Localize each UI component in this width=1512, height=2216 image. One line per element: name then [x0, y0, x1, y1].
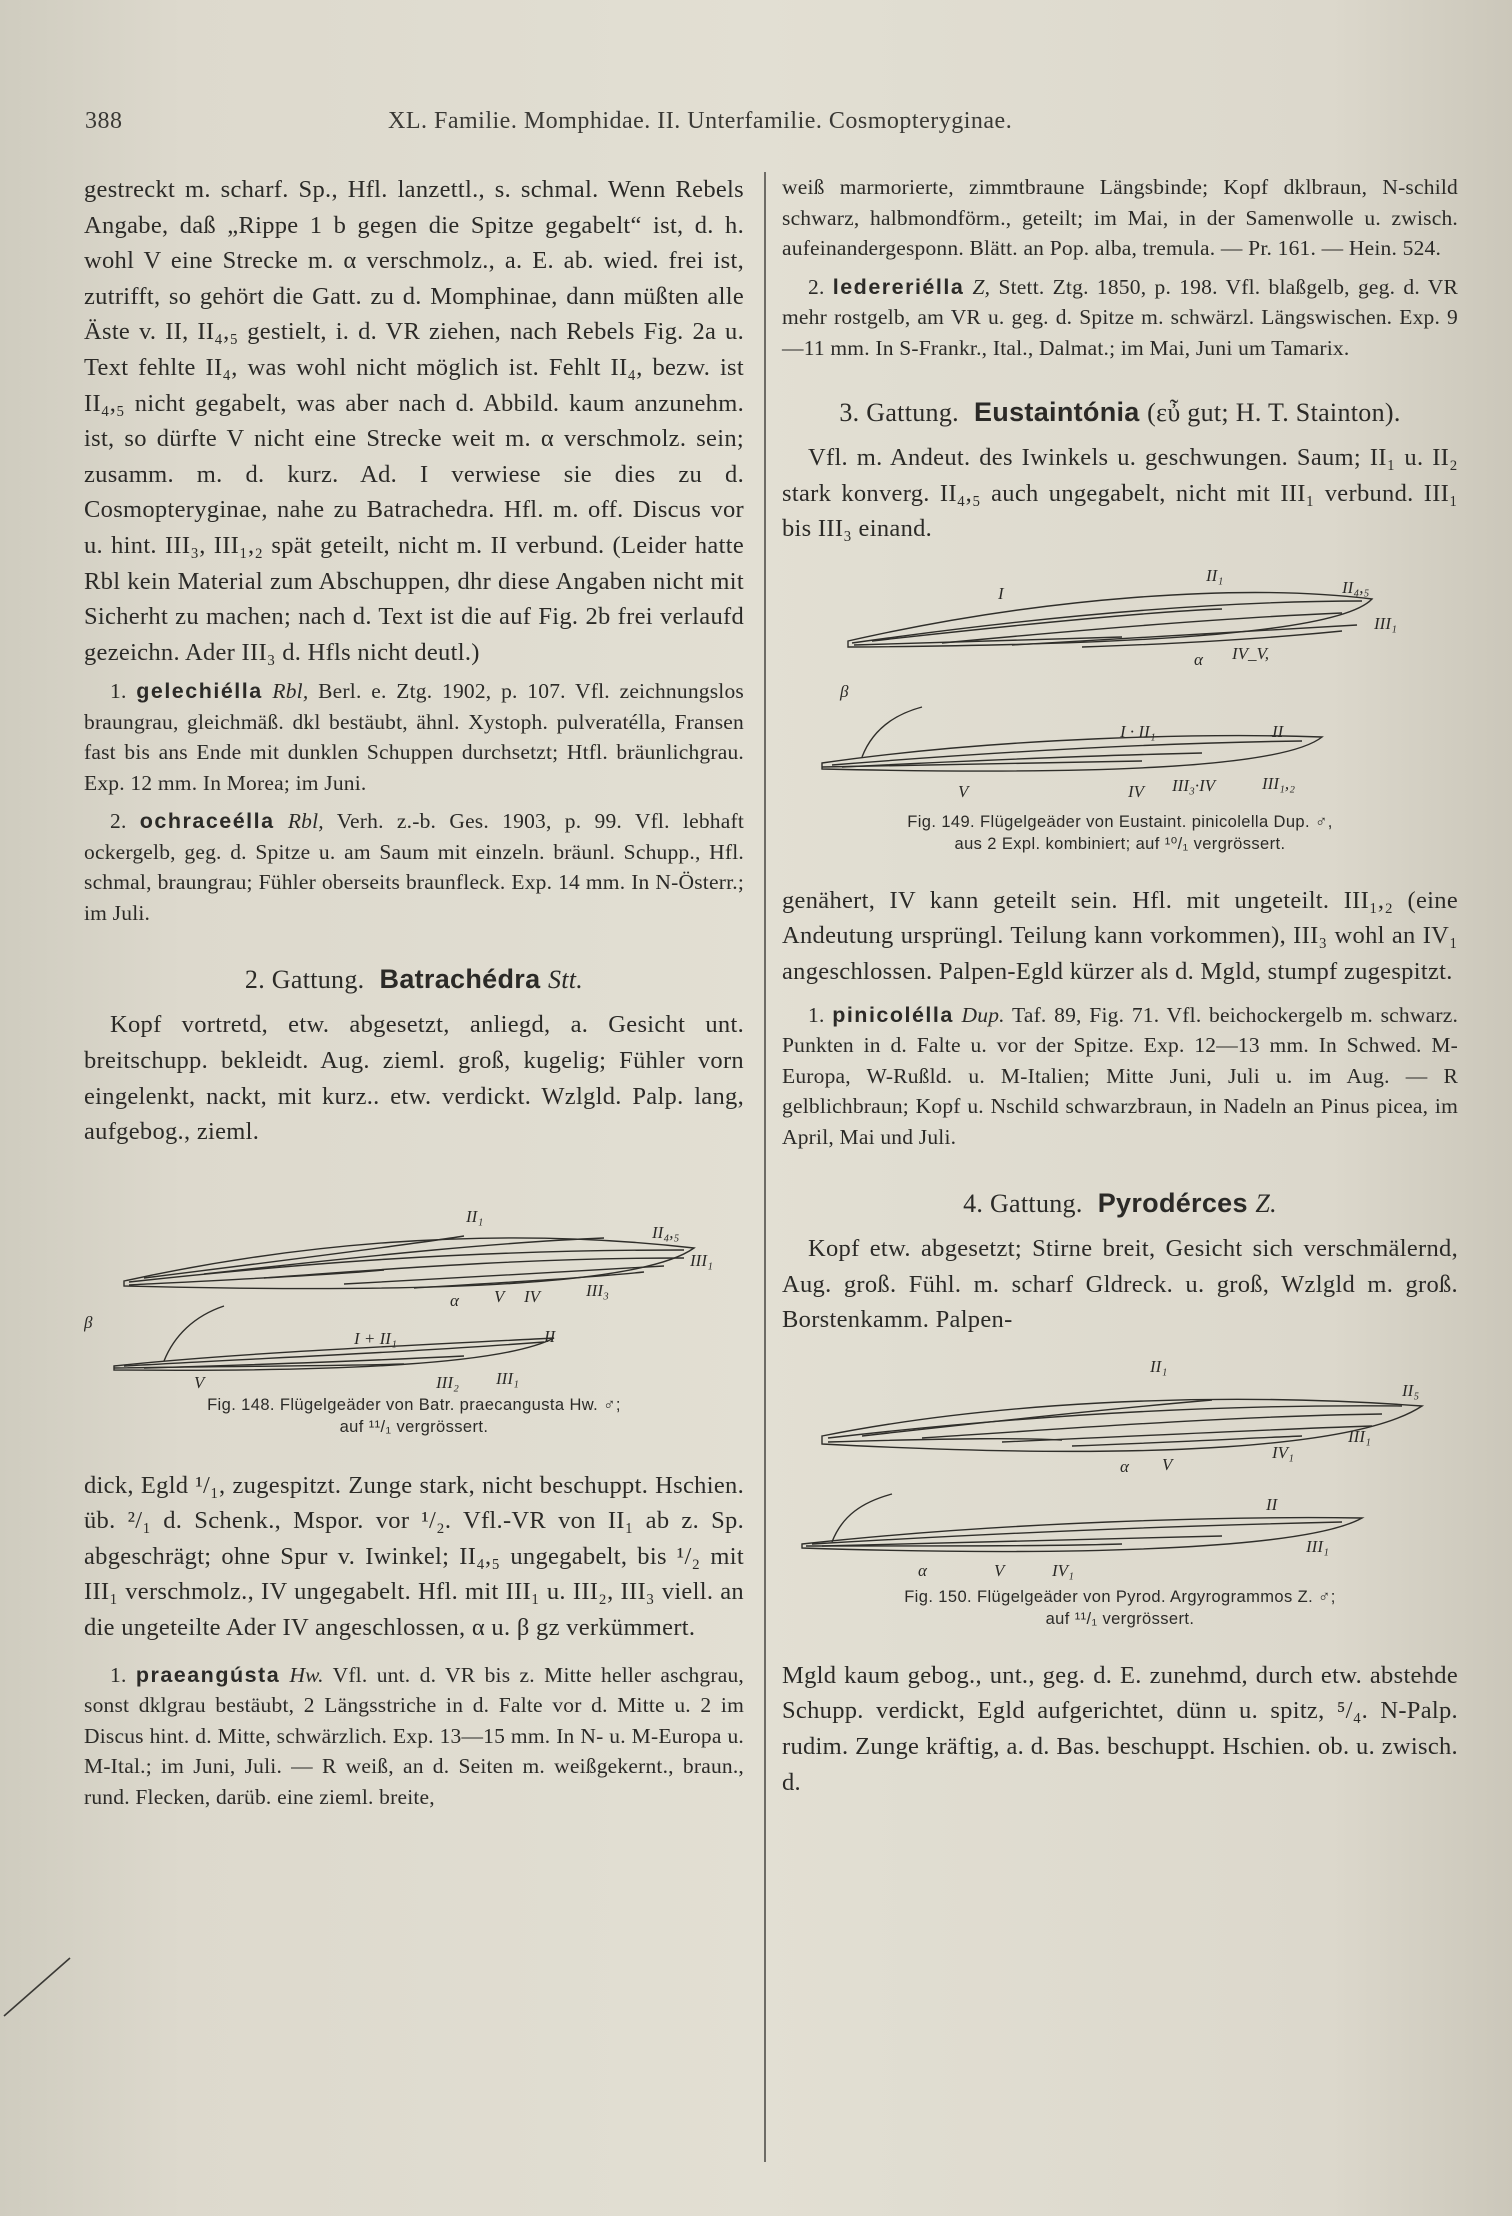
- intro-paragraph: gestreckt m. scharf. Sp., Hfl. lanzettl., s. schmal. Wenn Rebels Angabe, daß „Rippe 1 b gegen die Spitze gegabelt“ ist, d. h. wohl V eine Strecke m. α verschmolz., a. E. ab. wied. frei ist, zutrifft, so gehört die Gatt. zu d. Momphinae, dann müßten alle Äste v. II, II₄,₅ gestielt, i. d. VR ziehen, nach Rebels Fig. 2a u. Text fehlte II₄, was wohl nicht möglich ist. Fehlt II₄, bezw. ist II₄,₅ nicht gegabelt, was aber nach d. Abbild. kaum anzunehm. ist, so dürfte V nicht eine Strecke weit m. α verschmolz. sein; zusamm. m. d. kurz. Ad. I verwiese sie dies zu d. Cosmopteryginae, nahe zu Batrachedra. Hfl. m. off. Discus vor u. hint. III₃, III₁,₂ spät geteilt, nicht m. II verbund. (Leider hatte Rbl kein Material zum Abschuppen, dhr diese Angaben nicht mit Sicherht zu machen; nach d. Text ist die auf Fig. 2b frei verlaufd gezeichn. Ader III₃ d. Hfls nicht deutl.): [84, 176, 744, 666]
- species-author: Rbl,: [287, 809, 324, 834]
- vein-label: I · II₁: [1120, 721, 1156, 741]
- vein-label: II₁: [1150, 1356, 1168, 1376]
- species-name: gelechiélla: [136, 679, 263, 704]
- species-name: pinicolélla: [832, 1002, 954, 1027]
- vein-label: II₄,₅: [652, 1222, 680, 1242]
- genus-number: 4. Gattung.: [963, 1189, 1083, 1219]
- genus-name: Eustaintónia: [974, 397, 1140, 427]
- genus-name: Pyrodérces: [1097, 1188, 1248, 1219]
- continuation-paragraph: weiß marmorierte, zimmtbraune Längsbinde; Kopf dklbraun, N-schild schwarz, halbmondförm., geteilt; im Mai, in der Samenwolle u. zwisch. aufeinandergesponn. Blätt. an Pop. alba, tremula. — Pr. 161. — Hein. 524.: [782, 175, 1458, 260]
- species-name: ochraceélla: [139, 809, 275, 834]
- vein-label: III₁,₂: [1262, 773, 1296, 793]
- after-fig150-paragraph: Mgld kaum gebog., unt., geg. d. E. zunehmd, durch etw. abstehde Schupp. verdickt, Egld aufgerichtet, dünn u. spitz, ⁵/₄. N-Palp. rudim. Zunge kräftig, a. d. Bas. beschuppt. Hschien. ob. u. zwisch. d.: [782, 1661, 1458, 1796]
- after-fig149-paragraph: genähert, IV kann geteilt sein. Hfl. mit ungeteilt. III₁,₂ (eine Andeutung ursprüngl. Teilung kann vorkommen), III₃ wohl an IV₁ angeschlossen. Palpen-Egld kürzer als d. Mgld, stumpf zugespitzt.: [782, 886, 1458, 985]
- vein-label: β: [84, 1312, 93, 1332]
- vein-label: II: [1272, 721, 1284, 741]
- vein-label: II: [1266, 1494, 1278, 1514]
- vein-label: III₃: [586, 1280, 609, 1300]
- wing-venation-drawing-148: [84, 1166, 744, 1394]
- vein-label: V: [194, 1372, 205, 1392]
- vein-label: III₃·IV: [1172, 775, 1216, 795]
- vein-label: I + II₁: [354, 1328, 397, 1348]
- species-text: Vfl. unt. d. VR bis z. Mitte heller aschgrau, sonst dklgrau bestäubt, 2 Längsstriche in d. Falte vor d. Mitte u. 2 im Discus hint. d. Mitte, schwärzlich. Exp. 13—15 mm. In N- u. M-Europa u. M-Ital.; im Juni, Juli. — R weiß, an d. Seiten m. weißgekernt., braun., rund. Flecken, darüb. eine zieml. breite,: [84, 1662, 745, 1809]
- vein-label: IV: [524, 1286, 541, 1306]
- species-number: 1.: [110, 679, 127, 704]
- vein-label: III₁: [1306, 1536, 1329, 1556]
- figure-149: [782, 557, 1458, 855]
- vein-label: III₁: [1348, 1426, 1371, 1446]
- genus2-paragraph: Kopf vortretd, etw. abgesetzt, anliegd, a. Gesicht unt. breitschupp. bekleidt. Aug. zieml. groß, kugelig; Fühler vorn eingelenkt, nackt, mit kurz.. etw. verdickt. Wzlgld. Palp. lang, aufgebog., zieml.: [84, 1011, 744, 1146]
- vein-label: III₁: [496, 1368, 519, 1388]
- genus3-paragraph: Vfl. m. Andeut. des Iwinkels u. geschwungen. Saum; II₁ u. II₂ stark konverg. II₄,₅ auch ungegabelt, nicht mit III₁ verbund. III₁ bis III₃ einand.: [782, 444, 1458, 543]
- species-number: 1.: [110, 1662, 127, 1687]
- species-entry-praeangusta: [84, 1660, 744, 1813]
- page-number: 388: [85, 108, 123, 134]
- figure-149-caption-line2: aus 2 Expl. kombiniert; auf ¹⁰/₁ vergrössert.: [954, 834, 1286, 853]
- right-column: [782, 172, 1458, 1800]
- species-number: 2.: [808, 274, 825, 299]
- vein-label: III₂: [436, 1372, 459, 1392]
- column-divider: [764, 172, 766, 2162]
- page-header-title: XL. Familie. Momphidae. II. Unterfamilie. Cosmopteryginae.: [388, 108, 1013, 134]
- genus-heading-eustaintonia: [782, 397, 1458, 428]
- genus4-paragraph: Kopf etw. abgesetzt; Stirne breit, Gesicht sich verschmälernd, Aug. groß. Fühl. m. scharf Gldreck. u. groß, Wzlgld m. groß. Borstenkamm. Palpen-: [782, 1235, 1458, 1334]
- species-author: Dup.: [961, 1002, 1005, 1027]
- species-text: Stett. Ztg. 1850, p. 198. Vfl. blaßgelb, geg. d. VR mehr rostgelb, am VR u. geg. d. Spitze m. schwärzl. Längswischen. Exp. 9—11 mm. In S-Frankr., Ital., Dalmat.; im Mai, Juni um Tamarix.: [782, 274, 1458, 360]
- species-author: Hw.: [289, 1662, 324, 1687]
- species-text: Taf. 89, Fig. 71. Vfl. beichockergelb m. schwarz. Punkten in d. Falte u. vor der Spitze. Exp. 12—13 mm. In Schwed. M-Europa, W-Rußld. u. M-Italien; Mitte Juni, Juli u. im Aug. — R gelblichbraun; Kopf u. Nschild schwarzbraun, in Nadeln an Pinus picea, im April, Mai und Juli.: [782, 1002, 1459, 1149]
- species-entry-gelechiella: [84, 676, 744, 798]
- species-name: praeangústa: [135, 1662, 281, 1687]
- genus-etymology: (εὖ gut; H. T. Stainton).: [1147, 398, 1401, 427]
- species-entry-ledereriella: [782, 272, 1458, 364]
- species-number: 1.: [808, 1002, 825, 1027]
- species-entry-pinicolella: [782, 1000, 1458, 1153]
- genus-author: Z.: [1255, 1189, 1277, 1219]
- species-number: 2.: [110, 809, 127, 834]
- figure-148-caption-line1: Fig. 148. Flügelgeäder von Batr. praecangusta Hw. ♂;: [207, 1395, 621, 1414]
- genus-name: Batrachédra: [379, 964, 541, 995]
- vein-label: III₁: [690, 1250, 713, 1270]
- vein-label: α: [450, 1290, 459, 1310]
- vein-label: II: [544, 1326, 556, 1346]
- vein-label: III₁: [1374, 613, 1397, 633]
- running-head: [85, 108, 1465, 148]
- figure-150: [782, 1346, 1458, 1630]
- vein-label: II₁: [1206, 565, 1224, 585]
- vein-label: α: [918, 1560, 927, 1580]
- left-column: [84, 172, 744, 1812]
- vein-label: II₁: [466, 1206, 484, 1226]
- species-author: Z,: [972, 274, 991, 299]
- vein-label: IV₁: [1272, 1442, 1294, 1462]
- vein-label: II₅: [1402, 1380, 1420, 1400]
- wing-venation-drawing-149: [782, 557, 1458, 811]
- figure-150-caption-line1: Fig. 150. Flügelgeäder von Pyrod. Argyrogrammos Z. ♂;: [904, 1587, 1336, 1606]
- wing-venation-drawing-150: [782, 1346, 1458, 1586]
- vein-label: I: [998, 583, 1004, 603]
- species-text: Verh. z.-b. Ges. 1903, p. 99. Vfl. lebhaft ockergelb, geg. d. Spitze u. am Saum mit einzeln. bräunl. Schupp., Hfl. schmal, braungrau; Fühler oberseits braunfleck. Exp. 14 mm. In N-Österr.; im Juli.: [84, 809, 744, 925]
- figure-149-caption-line1: Fig. 149. Flügelgeäder von Eustaint. pinicolella Dup. ♂,: [907, 812, 1333, 831]
- vein-label: IV₁: [1052, 1560, 1074, 1580]
- figure-148-caption-line2: auf ¹¹/₁ vergrössert.: [339, 1417, 489, 1436]
- vein-label: V: [1162, 1454, 1173, 1474]
- species-text: Berl. e. Ztg. 1902, p. 107. Vfl. zeichnungslos braungrau, gleichmäß. dkl bestäubt, ähnl. Xystoph. pulveratélla, Fransen fast bis ans Ende mit dunklen Schuppen durchsetzt; Htfl. bräunlichgrau. Exp. 12 mm. In Morea; im Juni.: [84, 679, 744, 795]
- genus-heading-pyroderces: [782, 1188, 1458, 1219]
- vein-label: α: [1194, 649, 1203, 669]
- figure-150-caption-line2: auf ¹¹/₁ vergrössert.: [1045, 1609, 1195, 1628]
- vein-label: β: [840, 681, 849, 701]
- pencil-mark: [0, 1950, 80, 2020]
- vein-label: V: [994, 1560, 1005, 1580]
- vein-label: α: [1120, 1456, 1129, 1476]
- vein-label: IV: [1128, 781, 1145, 801]
- vein-label: IV_V,: [1232, 643, 1269, 663]
- genus-heading-batrachedra: [84, 964, 744, 995]
- vein-label: II₄,₅: [1342, 577, 1370, 597]
- vein-label: V: [958, 781, 969, 801]
- species-name: ledereriélla: [832, 274, 965, 299]
- vein-label: V: [494, 1286, 505, 1306]
- genus-author: Stt.: [547, 965, 584, 995]
- species-entry-ochraceella: [84, 806, 744, 928]
- after-fig148-paragraph: dick, Egld ¹/₁, zugespitzt. Zunge stark, nicht beschuppt. Hschien. üb. ²/₁ d. Schenk., Mspor. vor ¹/₂. Vfl.-VR von II₁ ab z. Sp. abgeschrägt; ohne Spur v. Iwinkel; II₄,₅ ungegabelt, bis ¹/₂ mit III₁ verschmolz., IV ungegabelt. Hfl. mit III₁ u. III₂, III₃ viell. an die ungeteilte Ader IV angeschlossen, α u. β gz verkümmert.: [84, 1471, 744, 1642]
- genus-number: 2. Gattung.: [244, 965, 365, 995]
- species-author: Rbl,: [272, 679, 309, 704]
- genus-number: 3. Gattung.: [839, 398, 959, 427]
- figure-148: [84, 1166, 744, 1438]
